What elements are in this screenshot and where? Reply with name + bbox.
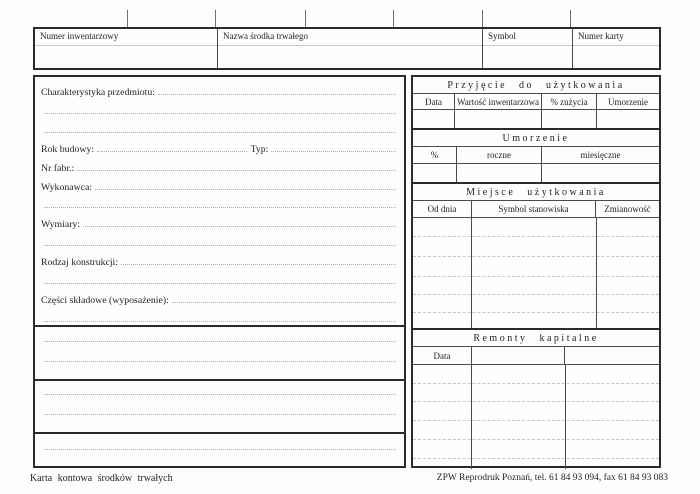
header-label: Nazwa środka trwałego <box>218 29 482 46</box>
miejsce-title: Miejsce użytkowania <box>413 184 659 201</box>
umorzenie-title: Umorzenie <box>413 130 659 147</box>
fill-leader <box>44 360 396 362</box>
przyjecie-cell <box>541 110 596 128</box>
grid-row <box>413 218 659 237</box>
rok-budowy-label: Rok budowy: <box>41 143 95 155</box>
przyjecie-col-umorzenie: Umorzenie <box>596 94 659 109</box>
notes-box-2 <box>35 379 404 432</box>
przyjecie-cell <box>413 110 454 128</box>
umorzenie-cell <box>456 164 541 182</box>
registration-tick <box>393 10 394 27</box>
charakterystyka-label: Charakterystyka przedmiotu: <box>41 86 155 98</box>
miejsce-header-row <box>413 201 659 218</box>
grid-row <box>413 257 659 277</box>
fill-leader <box>172 301 396 303</box>
header-col-numer-karty <box>572 29 659 68</box>
umorzenie-col-roczne: roczne <box>456 147 541 163</box>
grid-row <box>413 295 659 313</box>
fill-leader <box>95 188 396 190</box>
header-table <box>33 27 661 70</box>
remonty-col-data: Data <box>433 350 451 361</box>
notes-box-3 <box>35 432 404 466</box>
umorzenie-col-miesieczne: miesięczne <box>541 147 659 163</box>
remonty-header-row <box>413 347 659 365</box>
remonty-title: Remonty kapitalne <box>413 330 659 347</box>
section-remonty <box>413 330 659 469</box>
grid-line <box>471 365 472 469</box>
remonty-grid <box>413 365 659 469</box>
fill-leader <box>77 169 396 171</box>
grid-line <box>471 218 472 328</box>
header-field-numer-karty <box>573 46 659 68</box>
grid-row <box>413 459 659 469</box>
registration-tick <box>127 10 128 27</box>
form-title: Karta kontowa środków trwałych <box>30 473 173 484</box>
remonty-col-2 <box>471 347 564 364</box>
fill-leader <box>44 206 396 208</box>
fill-leader <box>158 93 396 95</box>
nr-fabr-label: Nr fabr.: <box>41 162 75 174</box>
fill-leader <box>44 413 396 415</box>
przyjecie-header-row <box>413 94 659 110</box>
rodzaj-konstrukcji-label: Rodzaj konstrukcji: <box>41 257 119 269</box>
miejsce-col-od-dnia: Od dnia <box>427 204 457 214</box>
grid-row <box>413 365 659 384</box>
header-label: Numer karty <box>573 29 659 46</box>
typ-label: Typ: <box>250 143 269 155</box>
fill-leader <box>44 340 396 342</box>
fill-leader <box>121 263 396 265</box>
przyjecie-col-data: Data <box>425 96 442 107</box>
grid-row <box>413 421 659 440</box>
grid-line <box>565 365 566 469</box>
miejsce-col-zmianowosc: Zmianowość <box>595 201 659 217</box>
umorzenie-empty-row <box>413 164 659 182</box>
wykonawca-label: Wykonawca: <box>41 181 93 193</box>
grid-row <box>413 384 659 402</box>
grid-row <box>413 277 659 295</box>
miejsce-col-symbol-stanowiska: Symbol stanowiska <box>471 201 595 217</box>
section-przyjecie <box>413 77 659 130</box>
umorzenie-cell <box>541 164 659 182</box>
grid-row <box>413 237 659 257</box>
section-umorzenie <box>413 130 659 184</box>
przyjecie-cell <box>596 110 659 128</box>
tables-panel <box>411 75 661 468</box>
section-miejsce <box>413 184 659 330</box>
header-label: Numer inwentarzowy <box>35 29 217 46</box>
fill-leader <box>44 282 396 284</box>
czesci-skladowe-label: Części składowe (wyposażenie): <box>41 295 169 307</box>
umorzenie-col-procent: % <box>430 150 439 160</box>
fill-leader <box>44 320 396 322</box>
grid-row <box>413 440 659 459</box>
umorzenie-cell <box>413 164 456 182</box>
notes-box-1 <box>35 325 404 379</box>
registration-tick <box>570 10 571 27</box>
fill-leader <box>44 244 396 246</box>
header-label: Symbol <box>483 29 572 46</box>
miejsce-grid <box>413 218 659 328</box>
przyjecie-cell <box>454 110 541 128</box>
header-field-symbol <box>483 46 572 68</box>
fill-leader <box>44 393 396 395</box>
wymiary-label: Wymiary: <box>41 219 81 231</box>
registration-tick <box>482 10 483 27</box>
grid-row <box>413 402 659 421</box>
characteristics-box <box>35 77 404 325</box>
przyjecie-title: Przyjęcie do użytkowania <box>413 77 659 94</box>
fill-leader <box>44 448 396 450</box>
fill-leader <box>44 131 396 133</box>
header-field-numer-inwentarzowy <box>35 46 217 68</box>
header-col-numer-inwentarzowy <box>35 29 217 68</box>
przyjecie-col-zuzycie: % zużycia <box>541 94 596 109</box>
registration-tick <box>305 10 306 27</box>
header-field-nazwa <box>218 46 482 68</box>
fill-leader <box>271 150 396 152</box>
przyjecie-col-wartosc: Wartość inwentarzowa <box>454 94 541 109</box>
grid-line <box>596 218 597 328</box>
description-panel <box>33 75 406 468</box>
registration-tick <box>215 10 216 27</box>
umorzenie-header-row <box>413 147 659 164</box>
fill-leader <box>44 112 396 114</box>
fill-leader <box>83 225 396 227</box>
header-col-symbol <box>482 29 572 68</box>
printer-imprint: ZPW Reprodruk Poznań, tel. 61 84 93 094, fax 61 84 93 083 <box>436 473 668 483</box>
przyjecie-empty-row <box>413 110 659 128</box>
remonty-col-3 <box>564 347 659 364</box>
fill-leader <box>97 150 247 152</box>
header-col-nazwa <box>217 29 482 68</box>
grid-row <box>413 313 659 328</box>
